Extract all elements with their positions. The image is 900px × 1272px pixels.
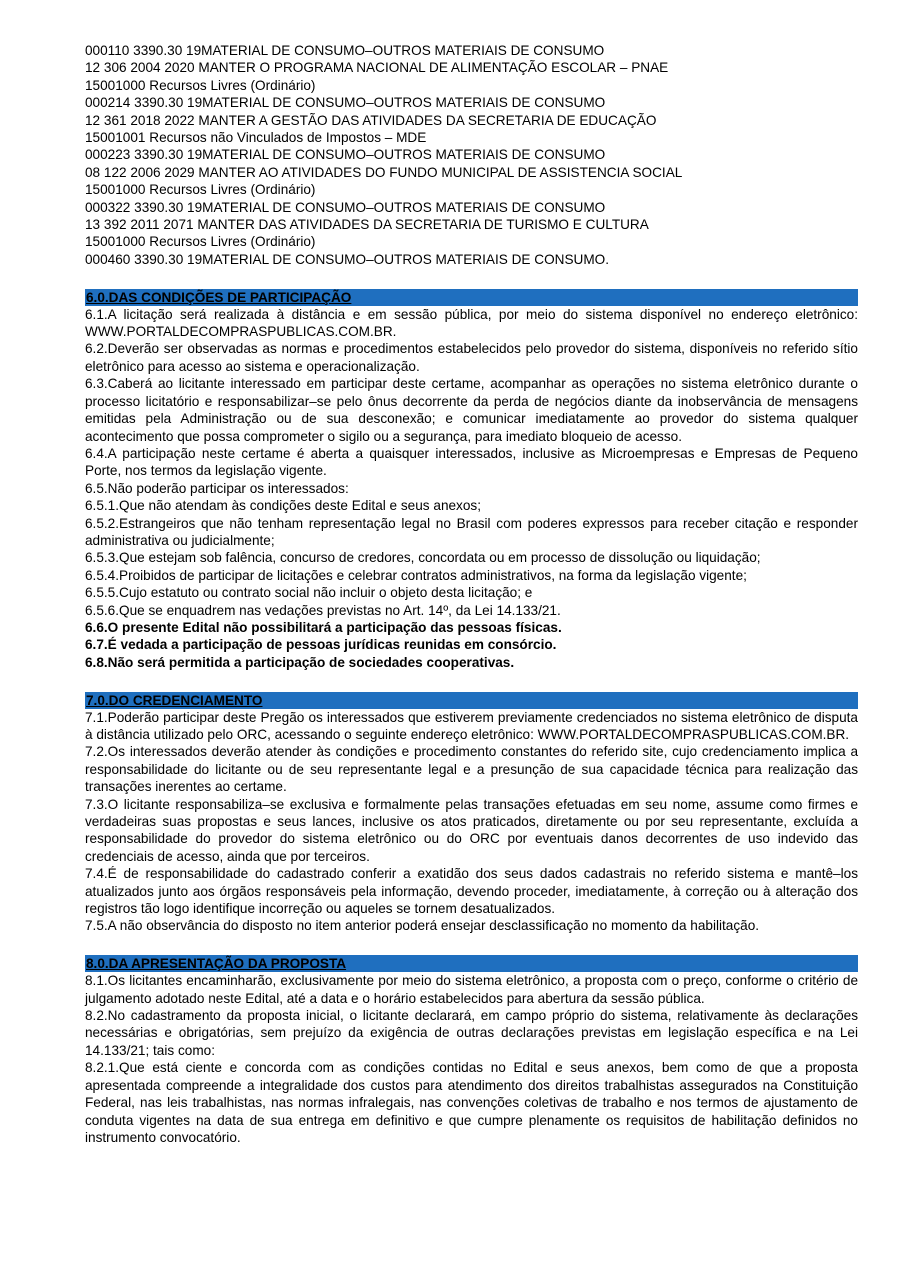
- clause-8-2: 8.2.No cadastramento da proposta inicial, o licitante declarará, em campo próprio do sistema, relativamente às declarações necessárias e obrigatórias, sem prejuízo da exigência de outras declarações previstas em legislação específica e na Lei 14.133/21; tais como:: [85, 1008, 858, 1058]
- section-7: [85, 692, 858, 935]
- clause-6-2: 6.2.Deverão ser observadas as normas e procedimentos estabelecidos pelo provedor do sistema, disponíveis no referido sítio eletrônico para acesso ao sistema e operacionalização.: [85, 341, 858, 374]
- document-page: [85, 42, 858, 1146]
- budget-line: 12 306 2004 2020 MANTER O PROGRAMA NACIONAL DE ALIMENTAÇÃO ESCOLAR – PNAE: [85, 60, 669, 76]
- clause-6-5-1: 6.5.1.Que não atendam às condições deste Edital e seus anexos;: [85, 498, 481, 514]
- clause-6-5-4: 6.5.4.Proibidos de participar de licitações e celebrar contratos administrativos, na forma da legislação vigente;: [85, 567, 747, 583]
- clause-7-2: 7.2.Os interessados deverão atender às condições e procedimento constantes do referido site, cujo credenciamento implica a responsabilidade do licitante ou de seu representante legal e a presunção de sua capacidade técnica para realização das transações inerentes ao certame.: [85, 744, 858, 795]
- spacer: [85, 671, 858, 688]
- budget-line: 15001000 Recursos Livres (Ordinário): [85, 77, 316, 93]
- clause-6-6: 6.6.O presente Edital não possibilitará a participação das pessoas físicas.: [85, 619, 562, 635]
- budget-line: 15001000 Recursos Livres (Ordinário): [85, 234, 316, 250]
- spacer: [85, 268, 858, 285]
- clause-8-1: 8.1.Os licitantes encaminharão, exclusivamente por meio do sistema eletrônico, a proposta com o preço, conforme o critério de julgamento adotado neste Edital, até a data e o horário estabelecidos para abertura da sessão pública.: [85, 973, 858, 1006]
- clause-6-7: 6.7.É vedada a participação de pessoas jurídicas reunidas em consórcio.: [85, 637, 557, 653]
- clause-6-4: 6.4.A participação neste certame é aberta a quaisquer interessados, inclusive as Microempresas e Empresas de Pequeno Porte, nos termos da legislação vigente.: [85, 445, 858, 479]
- clause-6-3: 6.3.Caberá ao licitante interessado em participar deste certame, acompanhar as operações no sistema eletrônico durante o processo licitatório e responsabilizar–se pelo ônus decorrente da perda de negócios diante da inobservância de mensagens emitidas pela Administração ou de sua desconexão; e comunicar imediatamente ao provedor do sistema qualquer acontecimento que possa comprometer o sigilo ou a segurança, para imediato bloqueio de acesso.: [85, 376, 858, 444]
- budget-line: 000223 3390.30 19MATERIAL DE CONSUMO–OUTROS MATERIAIS DE CONSUMO: [85, 147, 606, 163]
- clause-8-2-1: 8.2.1.Que está ciente e concorda com as condições contidas no Edital e seus anexos, bem como de que a proposta apresentada compreende a integralidade dos custos para atendimento dos direitos trabalhistas assegurados na Constituição Federal, nas leis trabalhistas, nas normas infralegais, nas convenções coletivas de trabalho e nos termos de ajustamento de conduta vigentes na data de sua entrega em definitivo e que cumpre plenamente os requisitos de habilitação definidos no instrumento convocatório.: [85, 1060, 858, 1145]
- clause-6-1: 6.1.A licitação será realizada à distância e em sessão pública, por meio do sistema disponível no endereço eletrônico: WWW.PORTALDECOMPRASPUBLICAS.COM.BR.: [85, 306, 858, 340]
- budget-line: 000460 3390.30 19MATERIAL DE CONSUMO–OUTROS MATERIAIS DE CONSUMO.: [85, 251, 610, 267]
- budget-line: 15001000 Recursos Livres (Ordinário): [85, 182, 316, 198]
- section-8-header: 8.0.DA APRESENTAÇÃO DA PROPOSTA: [85, 955, 858, 972]
- section-7-header: 7.0.DO CREDENCIAMENTO: [85, 692, 858, 709]
- clause-6-5-3: 6.5.3.Que estejam sob falência, concurso de credores, concordata ou em processo de dissolução ou liquidação;: [85, 550, 761, 566]
- budget-line: 000214 3390.30 19MATERIAL DE CONSUMO–OUTROS MATERIAIS DE CONSUMO: [85, 95, 606, 111]
- clause-7-5: 7.5.A não observância do disposto no item anterior poderá ensejar desclassificação no momento da habilitação.: [85, 918, 760, 934]
- budget-allocation-block: [85, 42, 858, 268]
- clause-6-8: 6.8.Não será permitida a participação de sociedades cooperativas.: [85, 654, 515, 670]
- section-6: [85, 289, 858, 672]
- section-6-header: 6.0.DAS CONDIÇÕES DE PARTICIPAÇÃO: [85, 289, 858, 306]
- budget-line: 08 122 2006 2029 MANTER AO ATIVIDADES DO FUNDO MUNICIPAL DE ASSISTENCIA SOCIAL: [85, 164, 683, 180]
- section-8: [85, 955, 858, 1146]
- budget-line: 000110 3390.30 19MATERIAL DE CONSUMO–OUTROS MATERIAIS DE CONSUMO: [85, 43, 605, 58]
- clause-7-1: 7.1.Poderão participar deste Pregão os interessados que estiverem previamente credenciados no sistema eletrônico de disputa à distância utilizado pelo ORC, acessando o seguinte endereço eletrônico: WWW.PORTALDECOMPRASPUBLICAS.COM.BR.: [85, 709, 858, 742]
- budget-line: 15001001 Recursos não Vinculados de Impostos – MDE: [85, 130, 427, 146]
- budget-line: 000322 3390.30 19MATERIAL DE CONSUMO–OUTROS MATERIAIS DE CONSUMO: [85, 199, 606, 215]
- budget-line: 12 361 2018 2022 MANTER A GESTÃO DAS ATIVIDADES DA SECRETARIA DE EDUCAÇÃO: [85, 112, 657, 128]
- clause-6-5: 6.5.Não poderão participar os interessados:: [85, 480, 349, 496]
- clause-6-5-2: 6.5.2.Estrangeiros que não tenham representação legal no Brasil com poderes expressos para receber citação e responder administrativa ou judicialmente;: [85, 515, 858, 548]
- clause-7-4: 7.4.É de responsabilidade do cadastrado conferir a exatidão dos seus dados cadastrais no referido sistema e mantê–los atualizados junto aos órgãos responsáveis pela informação, devendo proceder, imediatamente, à correção ou à alteração dos registros tão logo identifique incorreção ou aqueles se tornem desatualizados.: [85, 866, 858, 917]
- clause-6-5-6: 6.5.6.Que se enquadrem nas vedações previstas no Art. 14º, da Lei 14.133/21.: [85, 602, 561, 618]
- clause-7-3: 7.3.O licitante responsabiliza–se exclusiva e formalmente pelas transações efetuadas em seu nome, assume como firmes e verdadeiras suas propostas e seus lances, inclusive os atos praticados, diretamente ou por seu representante, excluída a responsabilidade do provedor do sistema eletrônico ou do ORC por eventuais danos decorrentes de uso indevido das credenciais de acesso, ainda que por terceiros.: [85, 796, 858, 864]
- budget-line: 13 392 2011 2071 MANTER DAS ATIVIDADES DA SECRETARIA DE TURISMO E CULTURA: [85, 217, 649, 233]
- clause-6-5-5: 6.5.5.Cujo estatuto ou contrato social não incluir o objeto desta licitação; e: [85, 585, 533, 601]
- spacer: [85, 935, 858, 952]
